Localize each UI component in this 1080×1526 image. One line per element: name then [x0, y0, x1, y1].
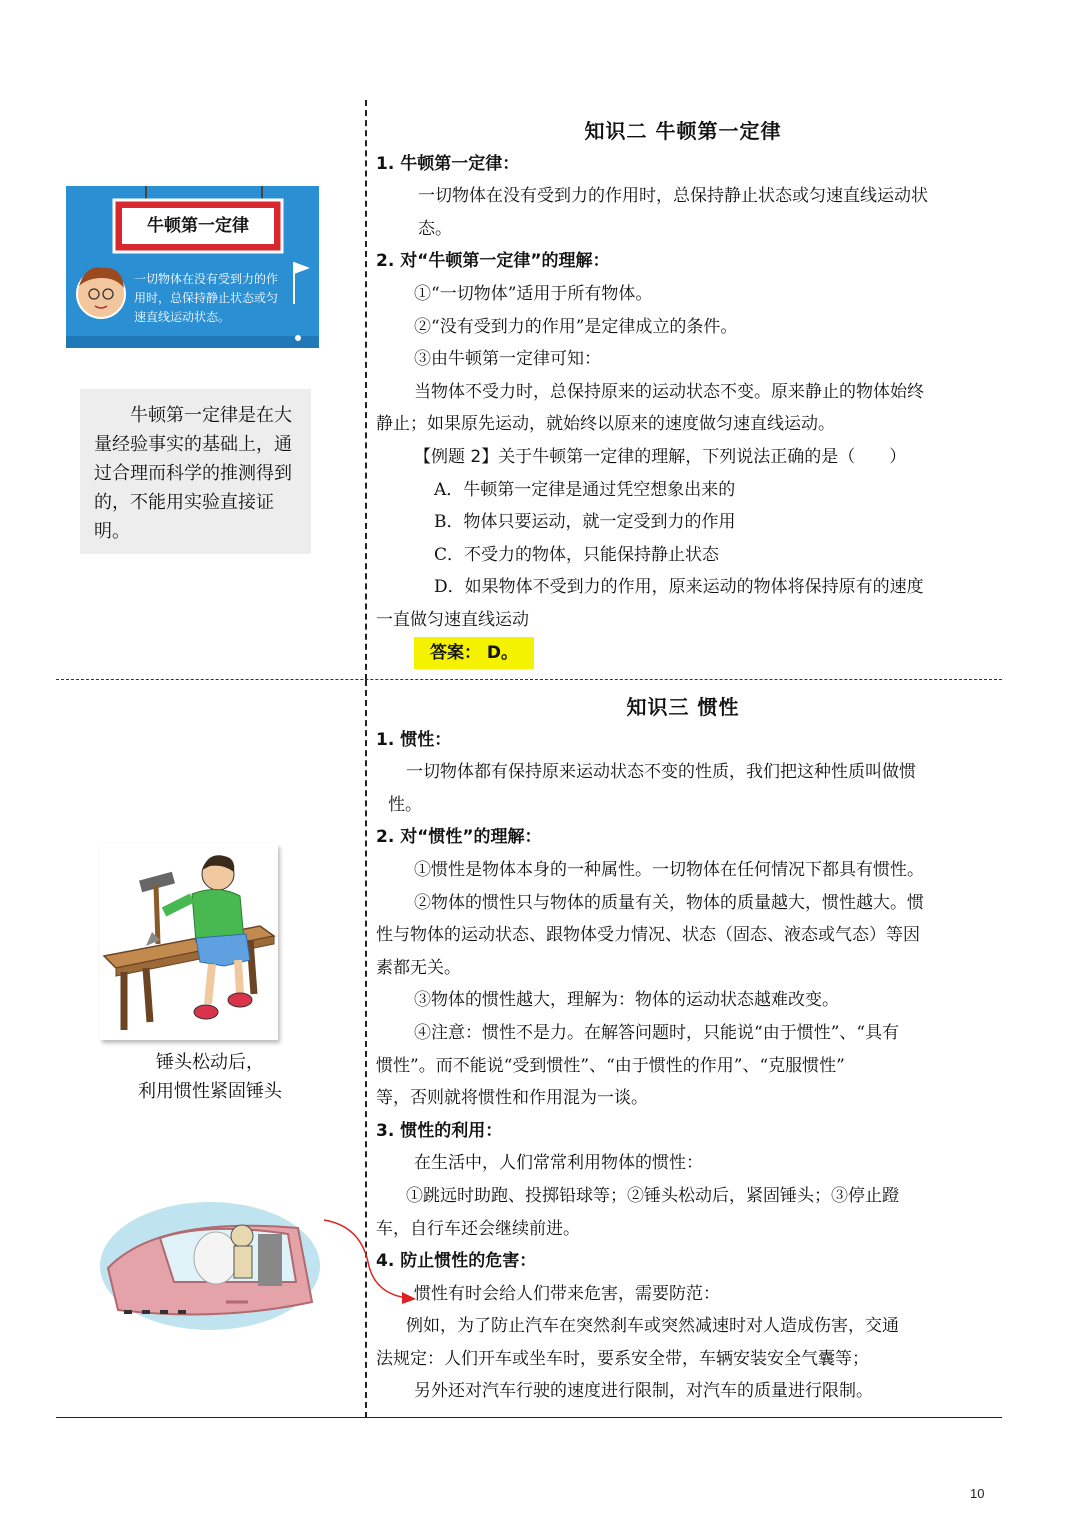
- hammer-illustration: [100, 844, 278, 1040]
- car-airbag-illustration: [98, 1198, 330, 1334]
- example-option-a: A．牛顿第一定律是通过凭空想象出来的: [434, 479, 736, 500]
- column-divider-bottom: [365, 680, 367, 1418]
- section2-point-1: ①“一切物体”适用于所有物体。: [414, 283, 653, 304]
- section-inertia: [376, 691, 990, 1408]
- answer-row: [376, 637, 990, 670]
- section3-point-2-line3: 素都无关。: [376, 957, 461, 978]
- section3-heading-2: 2. 对“惯性”的理解：: [376, 827, 542, 848]
- section3-point-1: ①惯性是物体本身的一种属性。一切物体在任何情况下都具有惯性。: [414, 859, 924, 880]
- section3-heading-4: 4. 防止惯性的危害：: [376, 1251, 537, 1272]
- section2-point-3-line1: 当物体不受力时，总保持原来的运动状态不变。原来静止的物体始终: [414, 381, 924, 402]
- section2-title: 知识二 牛顿第一定律: [584, 119, 782, 143]
- hammer-caption-line1: 锤头松动后，: [156, 1052, 264, 1073]
- section3-point-4-line1: ④注意：惯性不是力。在解答问题时，只能说“由于惯性”、“具有: [414, 1022, 900, 1043]
- section3-point-2-line1: ②物体的惯性只与物体的质量有关，物体的质量越大，惯性越大。惯: [414, 892, 924, 913]
- hammer-caption-line2: 利用惯性紧固锤头: [138, 1081, 282, 1102]
- section3-point-4-line2: 惯性”。而不能说“受到惯性”、“由于惯性的作用”、“克服惯性”: [376, 1055, 845, 1076]
- section3-def-line2: 性。: [388, 794, 422, 815]
- example-option-b: B．物体只要运动，就一定受到力的作用: [434, 512, 736, 533]
- poster-speech-text: 一切物体在没有受到力的作用时，总保持静止状态或匀速直线运动状态。: [134, 272, 279, 324]
- example-2-question: 【例题 2】关于牛顿第一定律的理解，下列说法正确的是（ ）: [414, 446, 907, 467]
- section3-point-4-line3: 等，否则就将惯性和作用混为一谈。: [376, 1088, 648, 1109]
- section-newton-first-law: [376, 115, 990, 669]
- page-number: 10: [970, 1486, 985, 1501]
- bottom-rule: [56, 1417, 1002, 1418]
- section3-use-intro: 在生活中，人们常常利用物体的惯性：: [414, 1153, 703, 1174]
- section2-point-3-line2: 静止；如果原先运动，就始终以原来的速度做匀速直线运动。: [376, 414, 835, 435]
- newton-law-poster: [66, 186, 319, 348]
- answer-highlight: 答案： D。: [414, 637, 534, 670]
- section3-title: 知识三 惯性: [626, 695, 740, 719]
- section3-point-2-line2: 性与物体的运动状态、跟物体受力情况、状态（固态、液态或气态）等因: [376, 925, 920, 946]
- section3-heading-3: 3. 惯性的利用：: [376, 1120, 503, 1141]
- section3-harm-line2: 法规定：人们开车或坐车时，要系安全带，车辆安装安全气囊等；: [376, 1348, 869, 1369]
- section3-harm-line1: 例如，为了防止汽车在突然刹车或突然减速时对人造成伤害，交通: [406, 1316, 899, 1337]
- section2-heading-2: 2. 对“牛顿第一定律”的理解：: [376, 251, 610, 272]
- section2-point-3: ③由牛顿第一定律可知：: [414, 349, 601, 370]
- section3-heading-1: 1. 惯性：: [376, 729, 452, 750]
- example-option-d-line2: 一直做匀速直线运动: [376, 609, 529, 630]
- note-text: 牛顿第一定律是在大量经验事实的基础上，通过合理而科学的推测得到的，不能用实验直接证明。: [94, 405, 292, 542]
- column-divider-top: [365, 100, 367, 680]
- section-divider: [56, 679, 1002, 680]
- example-option-c: C．不受力的物体，只能保持静止状态: [434, 544, 720, 565]
- section3-use-line1: ①跳远时助跑、投掷铅球等；②锤头松动后，紧固锤头；③停止蹬: [406, 1185, 899, 1206]
- section3-harm-line3: 另外还对汽车行驶的速度进行限制，对汽车的质量进行限制。: [414, 1381, 873, 1402]
- note-box: [80, 389, 311, 554]
- section3-use-line2: 车，自行车还会继续前进。: [376, 1218, 580, 1239]
- section3-harm-intro: 惯性有时会给人们带来危害，需要防范：: [414, 1283, 720, 1304]
- section2-law-line2: 态。: [418, 218, 452, 239]
- example-option-d-line1: D．如果物体不受到力的作用，原来运动的物体将保持原有的速度: [434, 577, 924, 598]
- section2-point-2: ②“没有受到力的作用”是定律成立的条件。: [414, 316, 738, 337]
- section2-heading-1: 1. 牛顿第一定律：: [376, 153, 520, 174]
- poster-sign-title: 牛顿第一定律: [147, 216, 249, 236]
- section3-def-line1: 一切物体都有保持原来运动状态不变的性质，我们把这种性质叫做惯: [406, 762, 916, 783]
- section2-law-line1: 一切物体在没有受到力的作用时，总保持静止状态或匀速直线运动状: [418, 186, 928, 207]
- section3-point-3: ③物体的惯性越大，理解为：物体的运动状态越难改变。: [414, 990, 839, 1011]
